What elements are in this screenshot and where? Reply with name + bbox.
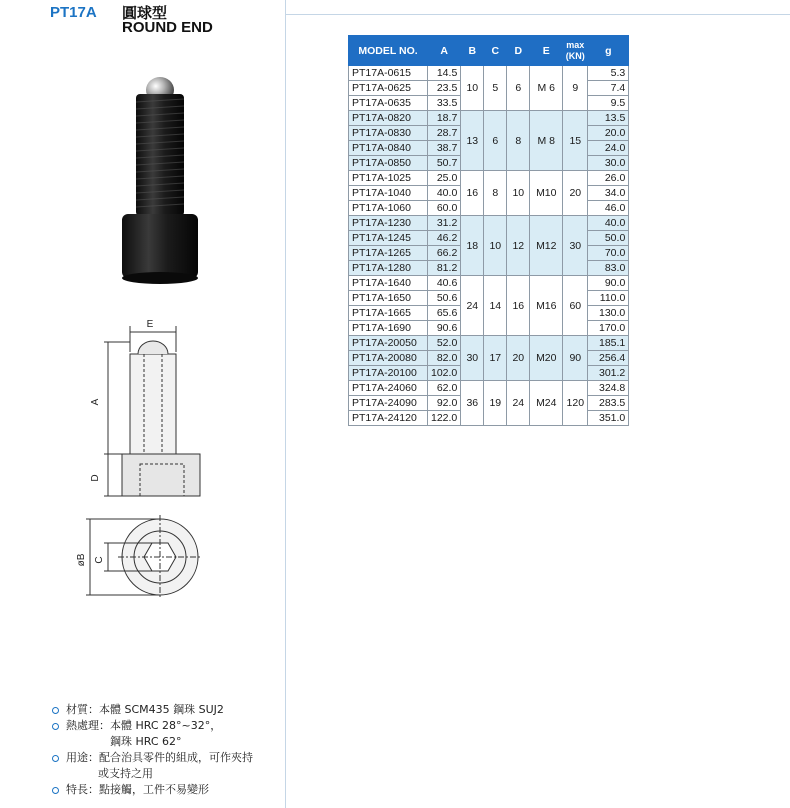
col-header-b: B [461,36,484,66]
cell-a: 62.0 [428,381,461,396]
cell-a: 122.0 [428,411,461,426]
cell-a: 90.6 [428,321,461,336]
cell-g: 20.0 [588,126,629,141]
cap-head [122,214,198,278]
cell-g: 324.8 [588,381,629,396]
cell-a: 81.2 [428,261,461,276]
cell-a: 33.5 [428,96,461,111]
cell-a: 38.7 [428,141,461,156]
cell-a: 66.2 [428,246,461,261]
cell-g: 256.4 [588,351,629,366]
cell-b: 36 [461,381,484,426]
cell-model: PT17A-0840 [349,141,428,156]
spec-table-body [349,66,629,426]
cell-model: PT17A-24090 [349,396,428,411]
cell-e: M 6 [530,66,563,111]
cell-model: PT17A-0850 [349,156,428,171]
cell-g: 70.0 [588,246,629,261]
cell-g: 7.4 [588,81,629,96]
cell-a: 60.0 [428,201,461,216]
cell-model: PT17A-1665 [349,306,428,321]
note-heat [52,718,253,750]
col-header-max-line1: max [566,39,585,50]
cell-a: 52.0 [428,336,461,351]
cell-c: 8 [484,171,507,216]
dim-label-c: C [94,556,105,564]
cell-g: 50.0 [588,231,629,246]
note-material [52,702,253,718]
note-heat-line2: 鋼珠 HRC 62° [110,735,182,748]
dim-label-d: D [90,474,101,482]
cell-model: PT17A-24060 [349,381,428,396]
cell-model: PT17A-20050 [349,336,428,351]
note-use [52,750,253,782]
cell-g: 5.3 [588,66,629,81]
col-header-c: C [484,36,507,66]
col-header-model: MODEL NO. [349,36,428,66]
cell-g: 34.0 [588,186,629,201]
note-feature-text: 特長：點接觸，工件不易變形 [66,783,209,796]
cell-b: 30 [461,336,484,381]
cell-a: 92.0 [428,396,461,411]
cell-model: PT17A-1650 [349,291,428,306]
cell-d: 8 [507,111,530,171]
cell-b: 18 [461,216,484,276]
cell-c: 6 [484,111,507,171]
cell-g: 351.0 [588,411,629,426]
dim-label-e: E [146,319,154,330]
note-material-text: 材質：本體 SCM435 鋼珠 SUJ2 [66,703,224,716]
cell-g: 130.0 [588,306,629,321]
cell-g: 26.0 [588,171,629,186]
col-header-max [563,36,588,66]
cell-model: PT17A-0625 [349,81,428,96]
cell-d: 16 [507,276,530,336]
cell-g: 40.0 [588,216,629,231]
cell-model: PT17A-1640 [349,276,428,291]
cell-e: M16 [530,276,563,336]
col-header-max-line2: (KN) [565,50,585,61]
cell-max: 15 [563,111,588,171]
cell-model: PT17A-1025 [349,171,428,186]
cell-e: M12 [530,216,563,276]
cell-a: 50.7 [428,156,461,171]
cell-c: 5 [484,66,507,111]
cell-a: 28.7 [428,126,461,141]
table-row [349,276,629,291]
cell-c: 17 [484,336,507,381]
table-row [349,216,629,231]
cell-a: 40.6 [428,276,461,291]
cell-max: 60 [563,276,588,336]
cell-model: PT17A-0615 [349,66,428,81]
title-chinese: 圓球型 [122,4,168,22]
technical-drawing [76,312,230,602]
table-row [349,66,629,81]
cell-g: 185.1 [588,336,629,351]
cell-e: M10 [530,171,563,216]
horizontal-divider [286,14,790,15]
cell-b: 16 [461,171,484,216]
cell-g: 13.5 [588,111,629,126]
cell-model: PT17A-24120 [349,411,428,426]
dim-label-b: øB [76,553,87,567]
cell-model: PT17A-1245 [349,231,428,246]
table-row [349,336,629,351]
cell-e: M20 [530,336,563,381]
cell-g: 283.5 [588,396,629,411]
cell-model: PT17A-1265 [349,246,428,261]
cell-g: 46.0 [588,201,629,216]
cell-d: 12 [507,216,530,276]
table-row [349,171,629,186]
cell-g: 24.0 [588,141,629,156]
cell-g: 90.0 [588,276,629,291]
cell-b: 10 [461,66,484,111]
cell-g: 170.0 [588,321,629,336]
cell-model: PT17A-1690 [349,321,428,336]
dim-label-a: A [90,398,101,406]
cell-b: 13 [461,111,484,171]
col-header-d: D [507,36,530,66]
title-english: ROUND END [122,19,213,36]
product-code: PT17A [50,4,97,21]
cell-model: PT17A-20080 [349,351,428,366]
cell-c: 10 [484,216,507,276]
cell-a: 23.5 [428,81,461,96]
cell-a: 46.2 [428,231,461,246]
col-header-e: E [530,36,563,66]
cell-max: 30 [563,216,588,276]
cell-d: 24 [507,381,530,426]
cell-model: PT17A-1230 [349,216,428,231]
cell-d: 6 [507,66,530,111]
bullet-icon [52,707,59,714]
cell-a: 40.0 [428,186,461,201]
cell-a: 50.6 [428,291,461,306]
cell-model: PT17A-0820 [349,111,428,126]
cell-d: 10 [507,171,530,216]
table-row [349,111,629,126]
note-feature [52,782,253,798]
cell-d: 20 [507,336,530,381]
cell-max: 20 [563,171,588,216]
note-use-line2: 或支持之用 [98,767,153,780]
table-header-row [349,36,629,66]
cell-a: 82.0 [428,351,461,366]
cell-g: 30.0 [588,156,629,171]
spec-table [348,35,629,426]
cell-b: 24 [461,276,484,336]
cell-a: 14.5 [428,66,461,81]
bullet-icon [52,723,59,730]
product-photo [110,68,210,288]
cell-g: 83.0 [588,261,629,276]
cell-e: M 8 [530,111,563,171]
cell-model: PT17A-20100 [349,366,428,381]
cell-a: 31.2 [428,216,461,231]
bullet-icon [52,755,59,762]
cell-max: 120 [563,381,588,426]
bullet-icon [52,787,59,794]
cell-max: 90 [563,336,588,381]
cell-c: 19 [484,381,507,426]
cell-model: PT17A-1280 [349,261,428,276]
cell-model: PT17A-1060 [349,201,428,216]
cell-model: PT17A-0830 [349,126,428,141]
cell-max: 9 [563,66,588,111]
cell-g: 9.5 [588,96,629,111]
cell-a: 25.0 [428,171,461,186]
note-use-line1: 用途：配合治具零件的組成，可作夾持 [66,751,253,764]
table-row [349,381,629,396]
vertical-divider [285,0,286,808]
cell-a: 102.0 [428,366,461,381]
cell-a: 65.6 [428,306,461,321]
cell-model: PT17A-0635 [349,96,428,111]
cell-e: M24 [530,381,563,426]
cell-g: 110.0 [588,291,629,306]
col-header-g: g [588,36,629,66]
cell-model: PT17A-1040 [349,186,428,201]
notes [52,702,253,798]
cell-c: 14 [484,276,507,336]
cell-g: 301.2 [588,366,629,381]
note-heat-line1: 熱處理：本體 HRC 28°~32°， [66,719,222,732]
cell-a: 18.7 [428,111,461,126]
col-header-a: A [428,36,461,66]
